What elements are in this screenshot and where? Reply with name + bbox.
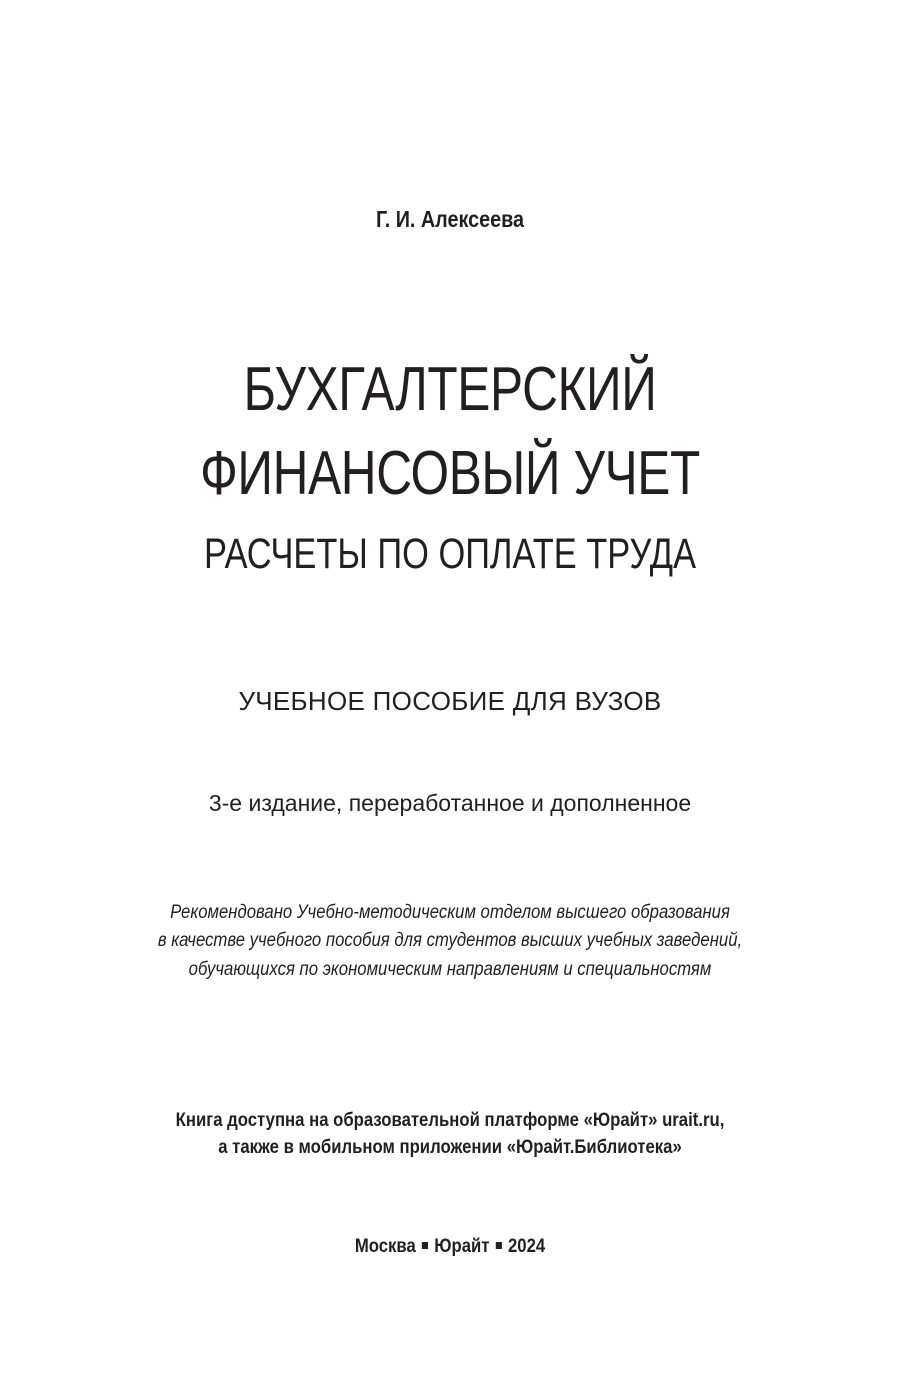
availability-line-1: Книга доступна на образовательной платформе «Юрайт» urait.ru,: [175, 1110, 725, 1131]
book-title-line-2: ФИНАНСОВЫЙ УЧЕТ: [200, 439, 700, 508]
imprint-city: Москва: [354, 1236, 416, 1257]
recommendation-line-2: в качестве учебного пособия для студентов высших учебных заведений,: [157, 930, 743, 951]
book-subtitle: РАСЧЕТЫ ПО ОПЛАТЕ ТРУДА: [203, 530, 697, 578]
author-name: Г. И. Алексеева: [375, 206, 525, 232]
book-title-line-1: БУХГАЛТЕРСКИЙ: [243, 355, 657, 424]
imprint-year: 2024: [507, 1236, 546, 1257]
imprint: [54, 1236, 846, 1258]
separator-square-icon: [496, 1242, 502, 1249]
recommendation-line-1: Рекомендовано Учебно-методическим отделом высшего образования: [170, 902, 730, 923]
document-type: УЧЕБНОЕ ПОСОБИЕ ДЛЯ ВУЗОВ: [238, 686, 662, 716]
edition-info: 3-е издание, переработанное и дополненное: [208, 790, 692, 816]
separator-square-icon: [422, 1242, 428, 1249]
recommendation-line-3: обучающихся по экономическим направлениям и специальностям: [188, 959, 712, 980]
imprint-publisher: Юрайт: [434, 1236, 490, 1257]
availability-line-2: а также в мобильном приложении «Юрайт.Библиотека»: [218, 1137, 682, 1158]
